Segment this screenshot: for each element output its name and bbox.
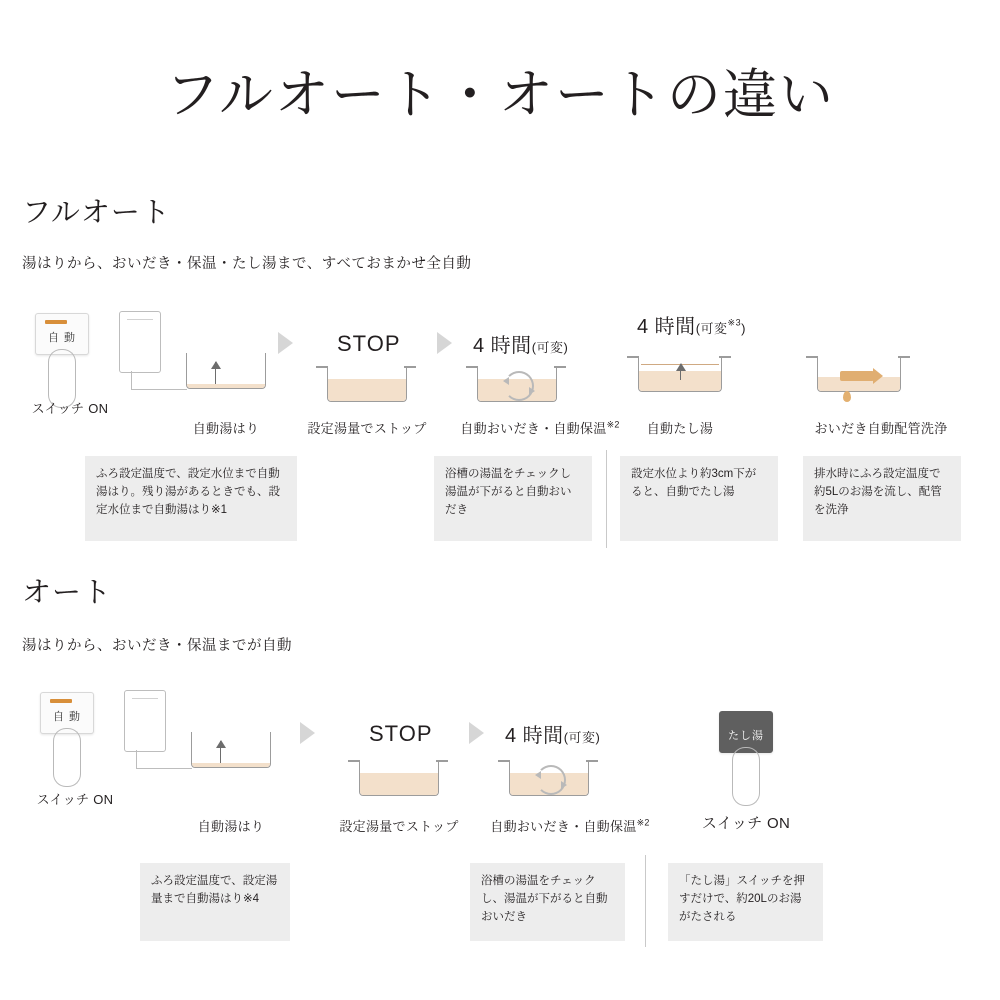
bathtub-water xyxy=(328,379,406,401)
water-heater-unit-fullauto xyxy=(119,311,161,373)
note-fullauto-4: 排水時にふろ設定温度で約5Lのお湯を流し、配管を洗浄 xyxy=(803,456,961,541)
stop-label-fullauto: STOP xyxy=(337,331,401,356)
bathtub-water xyxy=(187,384,265,388)
caption-text: 自動おいだき・自動保温 xyxy=(490,819,637,834)
caption-switch-on-tashiyu: スイッチ ON xyxy=(701,815,791,832)
caption-reheat-keepwarm-auto xyxy=(470,816,670,835)
caption-stop-auto: 設定湯量でストップ xyxy=(339,819,459,834)
caption-switch-on-auto: スイッチ ON xyxy=(36,792,114,807)
caption-switch-on-fullauto: スイッチ ON xyxy=(31,401,109,416)
caption-footnote: ※2 xyxy=(636,817,650,828)
note-auto-2: 浴槽の湯温をチェックし、湯温が下がると自動おいだき xyxy=(470,863,625,941)
bathtub-water xyxy=(360,773,438,795)
reheat-cycle-icon xyxy=(504,371,534,401)
flow-arrow-1-fullauto xyxy=(278,332,293,354)
caption-auto-refill-fullauto: 自動たし湯 xyxy=(646,421,714,436)
note-fullauto-2: 浴槽の湯温をチェックし湯温が下がると自動おいだき xyxy=(434,456,592,541)
stop-label-auto: STOP xyxy=(369,721,433,746)
duration-value: 4 時間 xyxy=(473,335,532,357)
heater-detail-line xyxy=(127,319,153,320)
flow-arrow-2-fullauto xyxy=(437,332,452,354)
bathtub-water xyxy=(192,763,270,767)
water-rising-arrow xyxy=(220,741,221,763)
heater-detail-line xyxy=(132,698,158,699)
caption-auto-filling-fullauto: 自動湯はり xyxy=(192,421,260,436)
flow-arrow-2-auto xyxy=(469,722,484,744)
duration-variable-note: (可変) xyxy=(531,340,569,355)
bathtub-filling-fullauto xyxy=(186,353,266,389)
reheat-cycle-icon xyxy=(536,765,566,795)
remote-label: 自 動 xyxy=(52,711,82,723)
water-drop-icon xyxy=(843,391,851,402)
finger-icon xyxy=(732,761,760,806)
connecting-pipe-auto xyxy=(136,750,192,769)
refill-arrow xyxy=(680,364,681,380)
duration-label-reheat-fullauto xyxy=(473,329,568,358)
duration-variable-note: (可変) xyxy=(563,730,601,745)
duration-label-reheat-auto xyxy=(505,719,600,748)
note-fullauto-3: 設定水位より約3cm下がると、自動でたし湯 xyxy=(620,456,778,541)
duration-value: 4 時間 xyxy=(637,316,696,338)
note-auto-3: 「たし湯」スイッチを押すだけで、約20Lのお湯がたされる xyxy=(668,863,823,941)
section-divider-fullauto xyxy=(606,450,607,548)
caption-text: 自動おいだき・自動保温 xyxy=(460,421,607,436)
water-rising-arrow xyxy=(215,362,216,384)
note-fullauto-1: ふろ設定温度で、設定水位まで自動湯はり。残り湯があるときでも、設定水位まで自動湯はり※1 xyxy=(85,456,297,541)
remote-label: 自 動 xyxy=(47,332,77,344)
caption-pipe-cleaning-fullauto: おいだき自動配管洗浄 xyxy=(814,421,948,436)
duration-value: 4 時間 xyxy=(505,725,564,747)
water-heater-unit-auto xyxy=(124,690,166,752)
remote-label: たし湯 xyxy=(728,730,764,742)
connecting-pipe-fullauto xyxy=(131,371,187,390)
remote-indicator-bar xyxy=(50,699,72,703)
page-title: フルオート・オートの違い xyxy=(165,65,835,125)
remote-indicator-bar xyxy=(45,320,67,324)
bathtub-filling-auto xyxy=(191,732,271,768)
caption-auto-filling-auto: 自動湯はり xyxy=(197,819,265,834)
section-heading-fullauto: フルオート xyxy=(22,197,171,229)
caption-footnote: ※2 xyxy=(606,419,620,430)
note-auto-1: ふろ設定温度で、設定湯量まで自動湯はり※4 xyxy=(140,863,290,941)
bathtub-full-auto xyxy=(359,760,439,796)
pipe-cleaning-flow-arrow xyxy=(840,371,874,381)
bathtub-full-fullauto xyxy=(327,366,407,402)
section-divider-auto xyxy=(645,855,646,947)
section-subheading-auto: 湯はりから、おいだき・保温までが自動 xyxy=(22,638,292,654)
finger-icon xyxy=(53,742,81,787)
section-subheading-fullauto: 湯はりから、おいだき・保温・たし湯まで、すべておまかせ全自動 xyxy=(22,256,472,272)
flow-arrow-1-auto xyxy=(300,722,315,744)
duration-footnote: ※3 xyxy=(727,317,742,328)
duration-label-refill-fullauto xyxy=(637,310,746,339)
duration-variable-note: (可変 xyxy=(695,321,728,336)
caption-stop-fullauto: 設定湯量でストップ xyxy=(307,421,427,436)
duration-paren-close: ) xyxy=(741,321,746,336)
section-heading-auto: オート xyxy=(22,577,113,609)
